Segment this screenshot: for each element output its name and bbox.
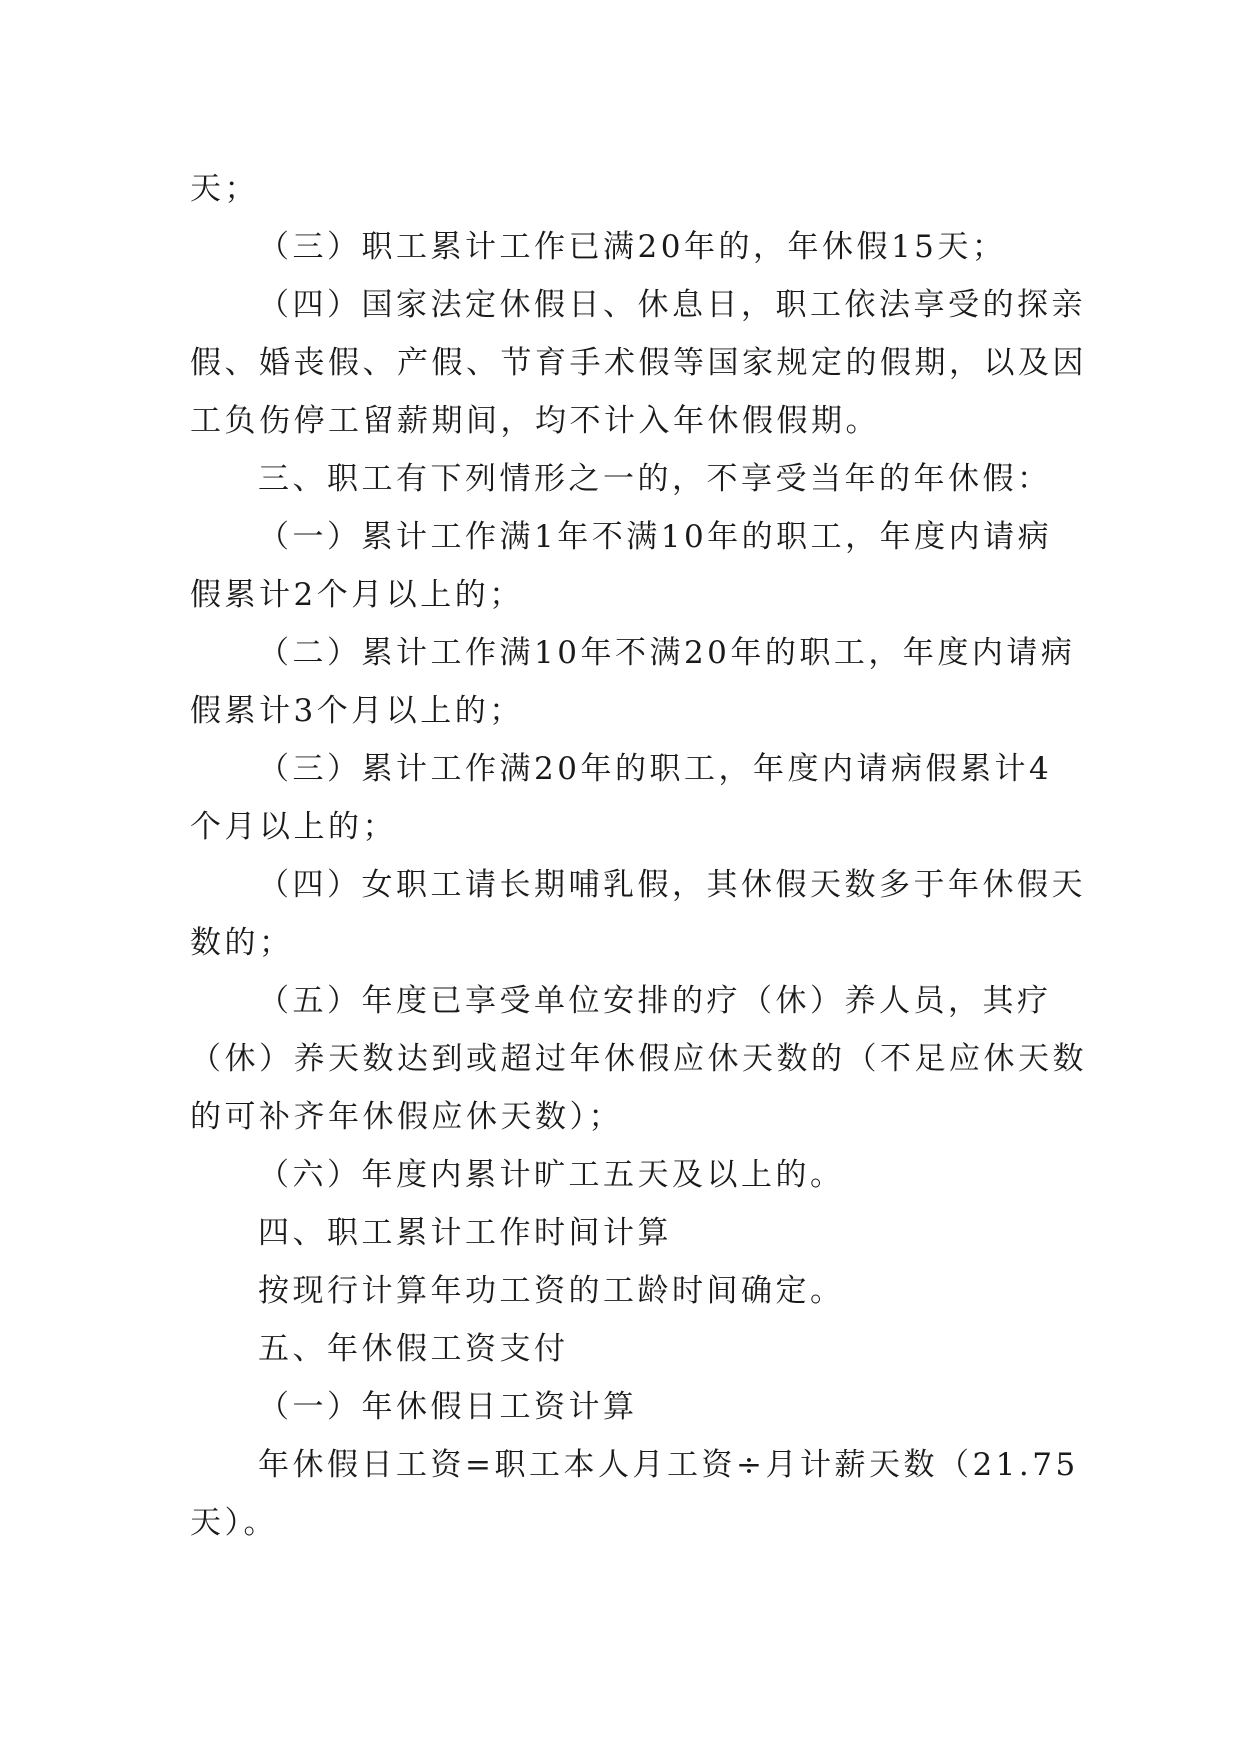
text-line: 按现行计算年功工资的工龄时间确定。 — [258, 1273, 845, 1309]
text-line: （三）职工累计工作已满20年的，年休假15天； — [258, 229, 1007, 265]
text-line: 年休假日工资=职工本人月工资÷月计薪天数（21.75 — [258, 1447, 1079, 1483]
text-line: 五、年休假工资支付 — [258, 1331, 569, 1367]
text-line: （五）年度已享受单位安排的疗（休）养人员，其疗 — [258, 983, 1052, 1019]
text-line: 天； — [190, 171, 259, 207]
text-line: 数的； — [190, 925, 294, 961]
text-line: （一）累计工作满1年不满10年的职工，年度内请病 — [258, 519, 1053, 555]
text-line: 的可补齐年休假应休天数）； — [190, 1099, 623, 1135]
text-line: 假、婚丧假、产假、节育手术假等国家规定的假期，以及因 — [190, 345, 1087, 381]
text-line: （休）养天数达到或超过年休假应休天数的（不足应休天数 — [190, 1041, 1087, 1077]
text-line: （四）女职工请长期哺乳假，其休假天数多于年休假天 — [258, 867, 1086, 903]
text-line: （一）年休假日工资计算 — [258, 1389, 638, 1425]
text-line: 个月以上的； — [190, 809, 397, 845]
text-line: 四、职工累计工作时间计算 — [258, 1215, 672, 1251]
document-body — [190, 160, 1087, 1552]
text-line: 天）。 — [190, 1505, 278, 1541]
text-line: 假累计3个月以上的； — [190, 693, 524, 729]
text-line: （四）国家法定休假日、休息日，职工依法享受的探亲 — [258, 287, 1086, 323]
text-line: 工负伤停工留薪期间，均不计入年休假假期。 — [190, 403, 880, 439]
text-line: 三、职工有下列情形之一的，不享受当年的年休假： — [258, 461, 1052, 497]
text-line: 假累计2个月以上的； — [190, 577, 524, 613]
text-line: （二）累计工作满10年不满20年的职工，年度内请病 — [258, 635, 1076, 671]
text-line: （三）累计工作满20年的职工，年度内请病假累计4 — [258, 751, 1053, 787]
text-line: （六）年度内累计旷工五天及以上的。 — [258, 1157, 845, 1193]
